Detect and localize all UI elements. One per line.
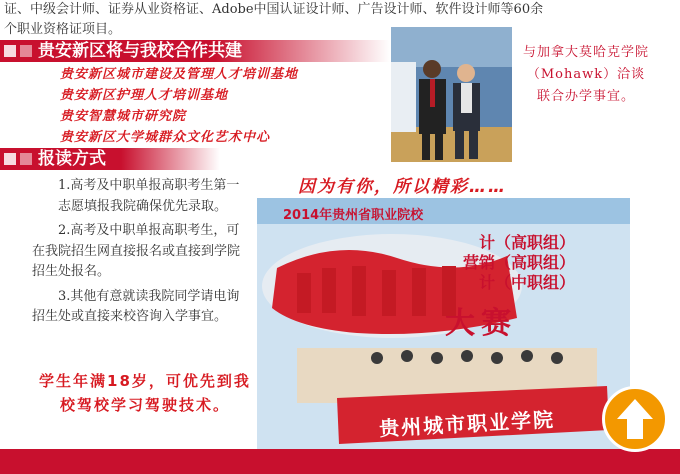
poster-contest-word: 大赛 <box>445 306 517 341</box>
cooperation-title: 贵安新区将与我校合作共建 <box>38 41 242 61</box>
meeting-caption: 与加拿大莫哈克学院（Mohawk）洽谈联合办学事宜。 <box>522 45 649 104</box>
poster-banner-bottom: 贵州城市职业学院 <box>378 407 556 441</box>
contest-poster <box>257 198 630 449</box>
intro-text <box>4 0 676 40</box>
header-decoration <box>20 153 32 165</box>
header-decoration <box>4 153 16 165</box>
enrollment-item: 1.高考及中职单报高职考生第一志愿填报我院确保优先录取。 <box>58 178 240 214</box>
poster-group-3: 计（中职组） <box>479 273 576 292</box>
poster-group-2: 营销（高职组） <box>463 253 576 272</box>
cooperation-item: 贵安智慧城市研究院 <box>60 109 187 124</box>
slogan: 因为有你，所以精彩…… <box>298 177 507 197</box>
cooperation-item: 贵安新区城市建设及管理人才培训基地 <box>60 67 299 82</box>
meeting-photo <box>391 27 512 162</box>
header-decoration <box>4 45 16 57</box>
cooperation-list <box>60 64 298 148</box>
enrollment-item: 2.高考及中职单报高职考生，可在我院招生网直接报名或直接到学院招生处报名。 <box>32 223 241 279</box>
cooperation-header <box>0 40 390 62</box>
up-arrow-icon <box>605 389 665 449</box>
cooperation-item: 贵安新区大学城群众文化艺术中心 <box>60 130 271 145</box>
header-decoration <box>20 45 32 57</box>
intro-line-1: 证、中级会计师、证券从业资格证、Adobe中国认证设计师、广告设计师、软件设计师等60余 <box>4 2 544 17</box>
footer-bar <box>0 449 680 474</box>
driving-note: 学生年满18岁，可优先到我校驾校学习驾驶技术。 <box>39 372 251 414</box>
enrollment-item: 3.其他有意就读我院同学请电询招生处或直接来校咨询入学事宜。 <box>32 288 240 324</box>
enrollment-title: 报读方式 <box>38 149 106 169</box>
cooperation-item: 贵安新区护理人才培训基地 <box>60 88 229 103</box>
poster-banner-top: 2014年贵州省职业院校 <box>283 208 424 223</box>
meeting-photo-illustration <box>391 27 512 162</box>
enrollment-header <box>0 148 220 170</box>
enrollment-methods <box>32 176 250 332</box>
back-to-top-button[interactable] <box>602 386 668 452</box>
poster-group-1: 计（高职组） <box>479 233 576 252</box>
intro-line-2: 个职业资格证项目。 <box>4 22 122 37</box>
